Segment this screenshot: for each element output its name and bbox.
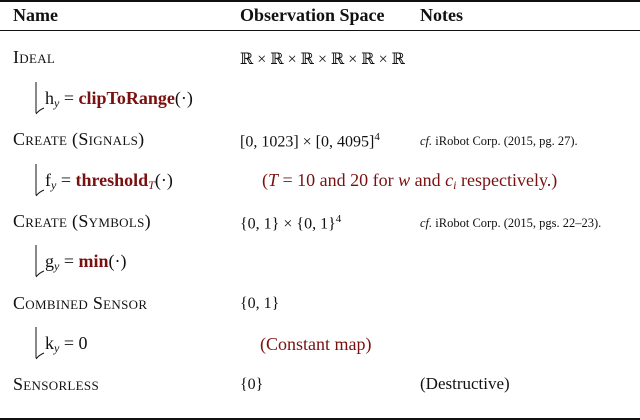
map-equation (45, 333, 87, 356)
top-rule (0, 0, 640, 2)
map-eq: = (59, 251, 79, 271)
map-var-sub: y (54, 96, 60, 110)
note (420, 216, 601, 231)
state-name: Create (Signals) (13, 129, 145, 149)
state-name: Create (Symbols) (13, 211, 151, 231)
observation-space (240, 213, 341, 233)
map-eq: = 0 (59, 333, 88, 353)
header-rule (0, 30, 640, 31)
map-note: (Constant map) (260, 334, 372, 354)
header-notes: Notes (420, 5, 463, 25)
observation-space-exponent: 4 (374, 131, 380, 143)
observation-space (240, 131, 380, 151)
note-cf: cf. (420, 134, 433, 148)
note-part: respectively.) (456, 170, 558, 190)
map-equation (45, 170, 173, 193)
observation-space-base: {0, 1} × {0, 1} (240, 215, 336, 233)
header-name: Name (13, 5, 58, 25)
note-part: c (445, 170, 454, 190)
map-function: clipToRange (78, 88, 175, 108)
observation-space-base: [0, 1023] × [0, 4095] (240, 133, 375, 151)
map-arg: (·) (154, 170, 173, 190)
note-part: w (398, 170, 411, 190)
map-eq: = (56, 170, 76, 190)
map-function: threshold (75, 170, 149, 190)
state-name: Combined Sensor (13, 293, 148, 313)
observation-space: {0, 1} (240, 295, 280, 312)
map-eq: = (59, 88, 79, 108)
map-var: f (45, 170, 51, 190)
map-equation (45, 251, 126, 274)
state-name: Ideal (13, 47, 56, 67)
note-part: and (410, 170, 446, 190)
note-text: iRobot Corp. (2015, pgs. 22–23). (432, 216, 602, 230)
map-var: g (45, 251, 54, 271)
note (420, 134, 578, 149)
observation-space-exponent: 4 (335, 213, 342, 225)
header-observation-space: Observation Space (240, 5, 385, 25)
note-part: ( (262, 170, 268, 190)
map-function-sub: T (148, 178, 155, 192)
map-var-sub: y (51, 178, 57, 192)
map-var: k (45, 333, 54, 353)
note-part: T (268, 170, 279, 190)
note: (Destructive) (420, 374, 510, 393)
note-part: i (453, 178, 457, 192)
map-arg: (·) (108, 251, 127, 271)
map-equation (45, 88, 193, 111)
note-part: = 10 and 20 for (278, 170, 399, 190)
note-text: iRobot Corp. (2015, pg. 27). (432, 134, 578, 148)
state-name: Sensorless (13, 374, 99, 394)
map-function: min (78, 251, 109, 271)
observation-space: ℝ × ℝ × ℝ × ℝ × ℝ × ℝ (240, 51, 405, 68)
map-var-sub: y (54, 259, 60, 273)
map-note (262, 170, 557, 193)
map-var: h (45, 88, 54, 108)
observation-space: {0} (240, 376, 264, 393)
note-cf: cf. (420, 216, 433, 230)
map-arg: (·) (174, 88, 193, 108)
map-var-sub: y (54, 341, 60, 355)
